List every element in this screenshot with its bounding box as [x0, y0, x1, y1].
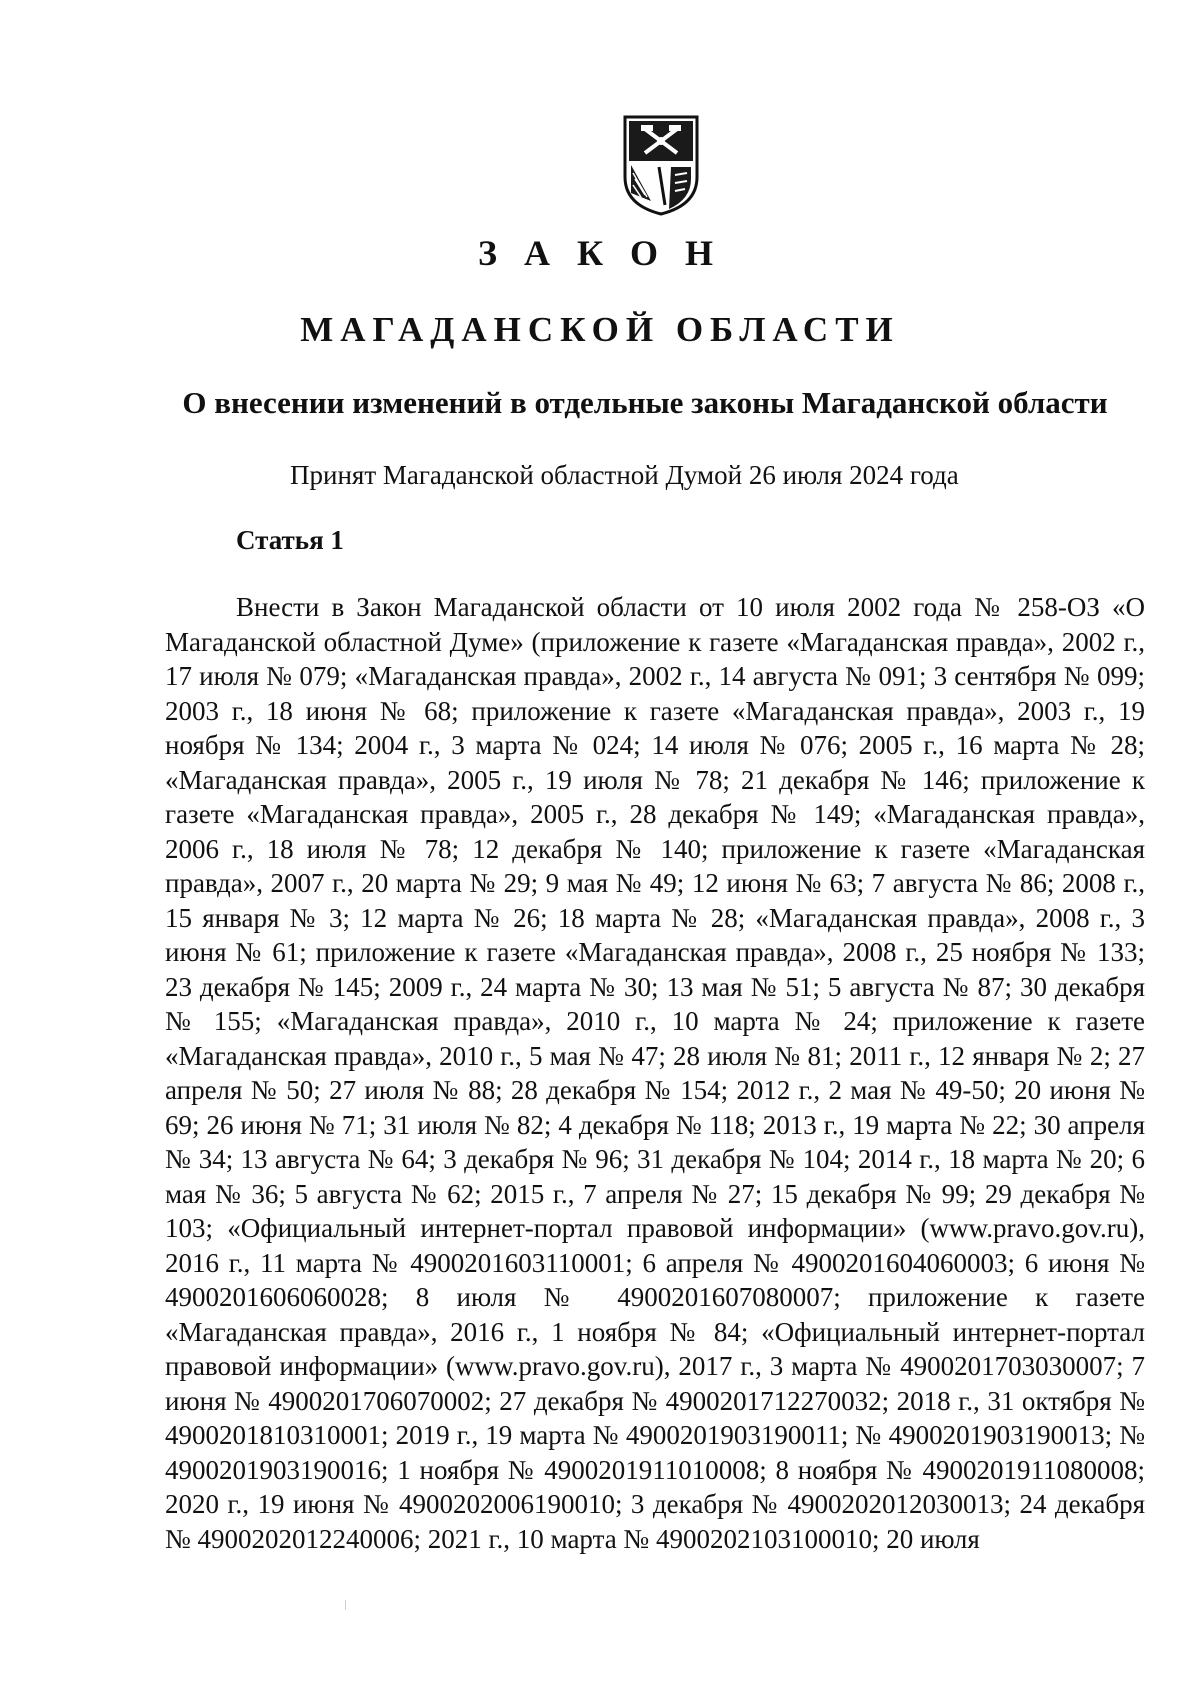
- scan-mark: [345, 1600, 346, 1610]
- document-region: МАГАДАНСКОЙ ОБЛАСТИ: [300, 310, 900, 349]
- article-body: Внести в Закон Магаданской области от 10 июля 2002 года № 258-ОЗ «О Магаданской областной Думе» (приложение к газете «Магаданская правда», 2002 г., 17 июля № 079; «Магаданская правда», 2002 г., 14 августа № 091; 3 сентября № 099; 2003 г., 18 июня № 68; приложение к газете «Магаданская правда», 2003 г., 19 ноября № 134; 2004 г., 3 марта № 024; 14 июля № 076; 2005 г., 16 марта № 28; «Магаданская правда», 2005 г., 19 июля № 78; 21 декабря № 146; приложение к газете «Магаданская правда», 2005 г., 28 декабря № 149; «Магаданская правда», 2006 г., 18 июля № 78; 12 декабря № 140; приложение к газете «Магаданская правда», 2007 г., 20 марта № 29; 9 мая № 49; 12 июня № 63; 7 августа № 86; 2008 г., 15 января № 3; 12 марта № 26; 18 марта № 28; «Магаданская правда», 2008 г., 3 июня № 61; приложение к газете «Магаданская правда», 2008 г., 25 ноября № 133; 23 декабря № 145; 2009 г., 24 марта № 30; 13 мая № 51; 5 августа № 87; 30 декабря № 155; «Магаданская правда», 2010 г., 10 марта № 24; приложение к газете «Магаданская правда», 2010 г., 5 мая № 47; 28 июля № 81; 2011 г., 12 января № 2; 27 апреля № 50; 27 июля № 88; 28 декабря № 154; 2012 г., 2 мая № 49-50; 20 июня № 69; 26 июня № 71; 31 июля № 82; 4 декабря № 118; 2013 г., 19 марта № 22; 30 апреля № 34; 13 августа № 64; 3 декабря № 96; 31 декабря № 104; 2014 г., 18 марта № 20; 6 мая № 36; 5 августа № 62; 2015 г., 7 апреля № 27; 15 декабря № 99; 29 декабря № 103; «Официальный интернет-портал правовой информации» (www.pravo.gov.ru), 2016 г., 11 марта № 4900201603110001; 6 апреля № 4900201604060003; 6 июня № 4900201606060028; 8 июля № 4900201607080007; приложение к газете «Магаданская правда», 2016 г., 1 ноября № 84; «Официальный интернет-портал правовой информации» (www.pravo.gov.ru), 2017 г., 3 марта № 4900201703030007; 7 июня № 4900201706070002; 27 декабря № 4900201712270032; 2018 г., 31 октября № 4900201810310001; 2019 г., 19 марта № 4900201903190011; № 4900201903190013; № 4900201903190016; 1 ноября № 4900201911010008; 8 ноября № 4900201911080008; 2020 г., 19 июня № 4900202006190010; 3 декабря № 4900202012030013; 24 декабря № 4900202012240006; 2021 г., 10 марта № 4900202103100010; 20 июля: [165, 592, 1145, 1554]
- article-heading: Статья 1: [236, 525, 344, 555]
- document-title: О внесении изменений в отдельные законы Магаданской области: [182, 385, 1108, 420]
- adoption-line: Принят Магаданской областной Думой 26 июля 2024 года: [290, 460, 959, 490]
- coat-of-arms-icon: [621, 113, 701, 217]
- document-type: З А К О Н: [477, 233, 723, 273]
